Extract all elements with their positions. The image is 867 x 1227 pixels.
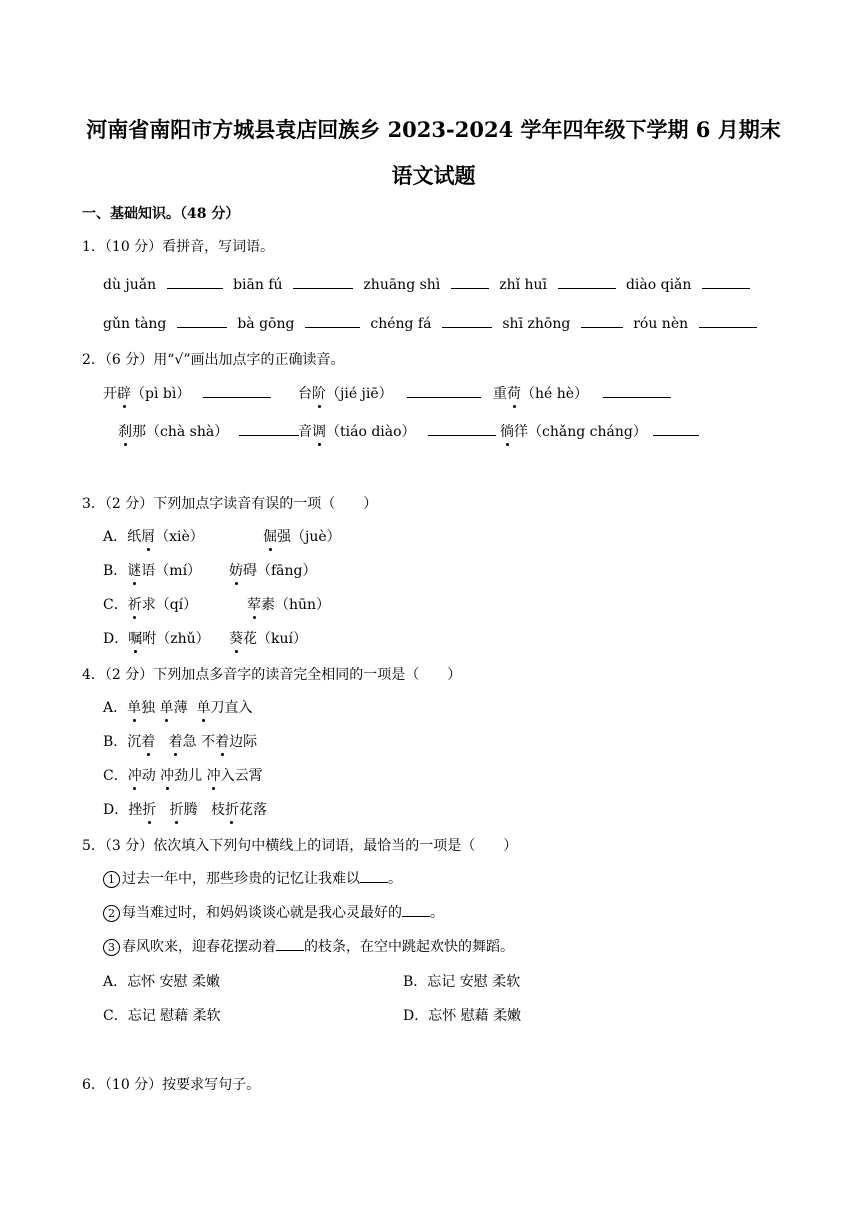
char: 挫	[128, 802, 143, 818]
dotted-char: 单	[127, 697, 141, 717]
char: 薄	[173, 700, 188, 716]
option-c[interactable]	[103, 594, 197, 614]
dotted-char: 刹	[118, 421, 132, 441]
q2-item	[500, 421, 699, 441]
circled-number: 3	[103, 939, 120, 956]
pinyin: róu nèn	[633, 316, 689, 332]
options: （jié jiē）	[326, 386, 393, 402]
char: 腾	[183, 802, 198, 818]
option-label: C．	[103, 768, 128, 784]
char: 开	[103, 386, 117, 402]
dotted-char: 徜	[500, 421, 514, 441]
option-a[interactable]: A．忘怀 安慰 柔嫩	[103, 974, 221, 990]
char: 花落	[238, 802, 267, 818]
options: （chà shà）	[146, 424, 229, 440]
answer-blank[interactable]	[442, 313, 492, 328]
answer-blank[interactable]	[451, 274, 489, 289]
reading: 咐（zhǔ）	[142, 631, 210, 647]
dotted-char: 辟	[117, 383, 131, 403]
page-title-line2: 语文试题	[391, 163, 476, 188]
fill-blank[interactable]	[276, 938, 304, 951]
question-1-row1	[103, 274, 756, 293]
reading: 花（kuí）	[243, 631, 307, 647]
option-c[interactable]: C．忘记 慰藉 柔软	[103, 1008, 221, 1024]
pinyin: chéng fá	[370, 316, 432, 332]
char: 独	[141, 700, 156, 716]
answer-blank[interactable]	[239, 421, 299, 436]
fill-blank[interactable]	[402, 904, 430, 917]
options: （chǎng cháng）	[528, 424, 647, 440]
sentence-text: 的枝条，在空中跳起欢快的舞蹈。	[304, 939, 514, 955]
sentence-text: 过去一年中，那些珍贵的记忆让我难以	[122, 871, 360, 887]
question-6-stem: 6．（10 分）按要求写句子。	[82, 1077, 261, 1093]
reading: 求（qí）	[141, 597, 198, 613]
pinyin: zhǐ huī	[499, 277, 548, 293]
dotted-char: 荷	[507, 383, 521, 403]
answer-blank[interactable]	[699, 313, 757, 328]
option-d[interactable]	[103, 628, 210, 648]
pinyin: biān fú	[233, 277, 283, 293]
question-1-row2	[103, 313, 763, 332]
question-5-stem: 5．（3 分）依次填入下列句中横线上的词语，最恰当的一项是（ ）	[82, 838, 518, 854]
option-c[interactable]	[103, 765, 263, 785]
q2-item	[298, 421, 496, 441]
char: 劲儿	[174, 768, 203, 784]
answer-blank[interactable]	[428, 421, 496, 436]
dotted-char: 着	[215, 731, 229, 751]
option-b-word2	[229, 560, 317, 580]
reading: 碍（fāng）	[243, 563, 317, 579]
sentence-text: 每当难过时，和妈妈谈谈心就是我心灵最好的	[122, 905, 402, 921]
answer-blank[interactable]	[603, 383, 671, 398]
answer-blank[interactable]	[305, 313, 360, 328]
question-1-stem: 1．（10 分）看拼音，写词语。	[82, 239, 275, 255]
dotted-char: 谜	[127, 560, 141, 580]
char: 音	[298, 424, 312, 440]
option-a[interactable]	[103, 526, 204, 546]
sentence-1	[103, 868, 402, 888]
option-c-word2	[247, 594, 330, 614]
answer-blank[interactable]	[702, 274, 750, 289]
pinyin: diào qiǎn	[625, 277, 692, 293]
pinyin: bà gōng	[237, 316, 295, 332]
answer-blank[interactable]	[177, 313, 227, 328]
char: 边际	[229, 734, 258, 750]
sentence-3	[103, 936, 514, 956]
answer-blank[interactable]	[203, 383, 271, 398]
dotted-char: 葵	[229, 628, 243, 648]
answer-blank[interactable]	[293, 274, 353, 289]
dotted-char: 调	[312, 421, 326, 441]
options: （hé hè）	[521, 386, 589, 402]
dotted-char: 着	[141, 731, 155, 751]
option-b[interactable]	[103, 731, 257, 751]
char: 沉	[127, 734, 142, 750]
dotted-char: 折	[225, 799, 239, 819]
option-a[interactable]	[103, 697, 252, 717]
dotted-char: 屑	[141, 526, 155, 546]
reading: 素（hūn）	[261, 597, 331, 613]
sentence-2	[103, 902, 444, 922]
char: 枝	[210, 802, 225, 818]
option-label: D．	[103, 631, 129, 647]
option-label: B．	[103, 734, 128, 750]
dotted-char: 倔	[263, 526, 277, 546]
option-d[interactable]: D．忘怀 慰藉 柔嫩	[403, 1008, 522, 1024]
dotted-char: 冲	[128, 765, 142, 785]
answer-blank[interactable]	[558, 274, 616, 289]
pinyin: shī zhōng	[502, 316, 571, 332]
answer-blank[interactable]	[167, 274, 223, 289]
char: 入云霄	[220, 768, 263, 784]
dotted-char: 冲	[207, 765, 221, 785]
char: 台	[298, 386, 312, 402]
dotted-char: 单	[196, 697, 210, 717]
option-label: D．	[103, 802, 129, 818]
char: 纸	[127, 529, 142, 545]
option-a-word2	[263, 526, 341, 546]
option-d-word2	[229, 628, 307, 648]
option-b[interactable]: B．忘记 安慰 柔软	[403, 974, 521, 990]
sentence-text: 。	[388, 871, 402, 887]
char: 动	[141, 768, 156, 784]
dotted-char: 祈	[128, 594, 142, 614]
dotted-char: 着	[169, 731, 183, 751]
char: 不	[201, 734, 216, 750]
question-4-stem: 4．（2 分）下列加点多音字的读音完全相同的一项是（ ）	[82, 667, 462, 683]
question-2-stem: 2．（6 分）用“√”画出加点字的正确读音。	[82, 352, 345, 368]
answer-blank[interactable]	[581, 313, 623, 328]
q2-item	[103, 383, 271, 403]
dotted-char: 荤	[247, 594, 261, 614]
dotted-char: 阶	[312, 383, 326, 403]
options: （pì bì）	[131, 386, 191, 402]
options: （tiáo diào）	[326, 424, 416, 440]
dotted-char: 妨	[229, 560, 243, 580]
dotted-char: 嘱	[128, 628, 142, 648]
pinyin: zhuāng shì	[363, 277, 441, 293]
pinyin: gǔn tàng	[103, 316, 167, 332]
answer-blank[interactable]	[407, 383, 481, 398]
option-label: C．	[103, 597, 128, 613]
fill-blank[interactable]	[360, 870, 388, 883]
q2-item	[298, 383, 481, 403]
dotted-char: 折	[170, 799, 184, 819]
option-label: A．	[103, 529, 128, 545]
sentence-text: 春风吹来，迎春花摆动着	[122, 939, 276, 955]
question-3-stem: 3．（2 分）下列加点字读音有误的一项（ ）	[82, 496, 378, 512]
dotted-char: 冲	[160, 765, 174, 785]
dotted-char: 折	[142, 799, 156, 819]
option-d[interactable]	[103, 799, 267, 819]
dotted-char: 单	[160, 697, 174, 717]
reading: 强（juè）	[277, 529, 341, 545]
option-label: B．	[103, 563, 128, 579]
char: 重	[493, 386, 507, 402]
circled-number: 1	[103, 871, 120, 888]
char: 徉	[514, 424, 528, 440]
char: 那	[132, 424, 146, 440]
pinyin: dù juǎn	[103, 277, 157, 293]
page-title-line1: 河南省南阳市方城县袁店回族乡 2023-2024 学年四年级下学期 6 月期末	[86, 117, 781, 142]
q2-item	[118, 421, 299, 441]
circled-number: 2	[103, 905, 120, 922]
char: 刀直入	[210, 700, 253, 716]
sentence-text: 。	[430, 905, 444, 921]
char: 急	[182, 734, 197, 750]
q2-item	[493, 383, 671, 403]
option-b[interactable]	[103, 560, 201, 580]
answer-blank[interactable]	[653, 421, 699, 436]
reading: （xiè）	[155, 529, 204, 545]
reading: 语（mí）	[141, 563, 202, 579]
section-heading: 一、基础知识。（48 分）	[82, 206, 240, 222]
option-label: A．	[103, 700, 128, 716]
